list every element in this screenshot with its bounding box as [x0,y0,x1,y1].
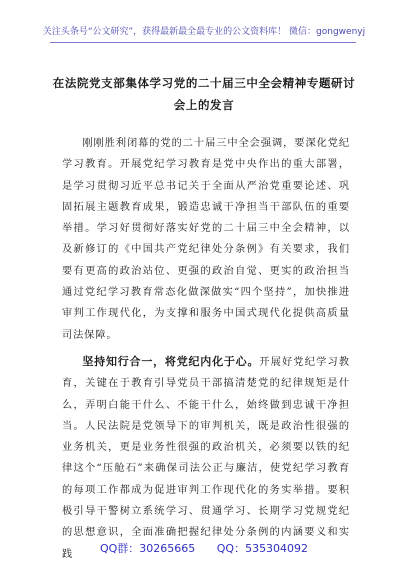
paragraph-1: 刚刚胜利闭幕的党的二十届三中全会强调，要深化党纪学习教育。开展党纪学习教育是党中央作出的重大部署，是学习贯彻习近平总书记关于全面从严治党重要论述、巩固拓展主题教育成果，锻造忠诚干净担当干部队伍的重要举措。学习好贯彻好落实好党的二十届三中全会精神，以及新修订的《中国共产党纪律处分条例》有关要求，我们要有更高的政治站位、更强的政治自觉、更实的政治担当通过党纪学习教育常态化做深做实“四个坚持”，加快推进审判工作现代化，为支撑和服务中国式现代化提供高质量司法保障。 [62,138,350,341]
qq-number: QQ：535304092 [216,542,309,555]
document-title-line-2: 会上的发言 [173,98,235,112]
paragraph-2-text: 开展好党纪学习教育，关键在于教育引导党员干部搞清楚党的纪律规矩是什么，弄明白能干什么、不能干什么，始终做到忠诚干净担当。人民法院是党领导下的审判机关，既是政治性很强的业务机关，更是业务性很强的政治机关，必须要以铁的纪律这个“压舱石”来确保司法公正与廉洁，使党纪学习教育的每项工作都成为促进审判工作现代化的务实举措。要积极引导干警树立系统学习、贯通学习、长期学习党规党纪的思想意识，全面准确把握纪律处分条例的内涵要义和实践 [62,356,351,560]
header-note: 关注头条号“公文研究”，获得最新最全最专业的公文资料库！ 微信：gongwenyj [42,27,366,37]
footer-contact [0,540,408,556]
paragraph-2-lead: 坚持知行合一，将党纪内化于心。 [82,354,260,368]
document-body [62,133,350,570]
header-divider [50,42,356,43]
document-title [0,72,408,116]
paragraph-2 [62,351,350,565]
qq-group-number: QQ群：30265665 [99,542,196,555]
document-title-line-1: 在法院党支部集体学习党的二十届三中全会精神专题研讨 [52,76,356,90]
